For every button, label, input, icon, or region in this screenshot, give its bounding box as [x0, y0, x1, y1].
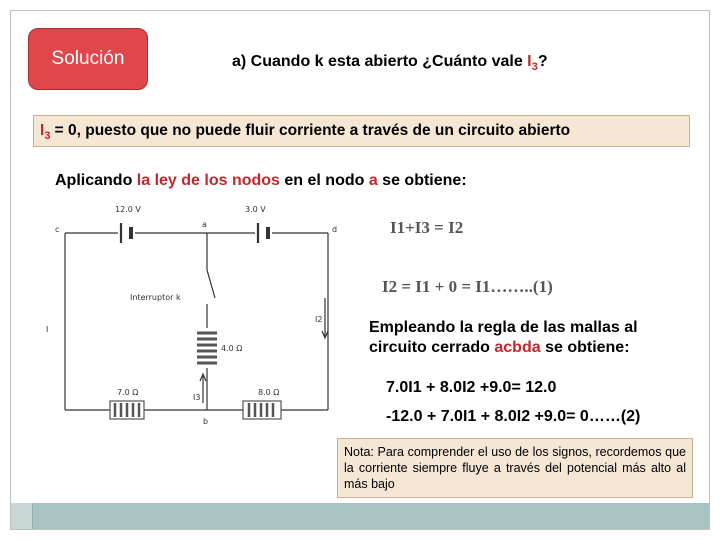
node-b-label: b — [203, 417, 209, 426]
equation-mallas: 7.0I1 + 8.0I2 +9.0= 12.0 — [386, 379, 557, 396]
equation-1: I2 = I1 + 0 = I1……..(1) — [382, 277, 553, 296]
node-c-label: c — [55, 225, 60, 234]
nodes-node: a — [368, 172, 378, 189]
resistor-left-label: 7.0 Ω — [117, 388, 139, 397]
answer-var: $I_3$ — [40, 122, 51, 143]
current-i1-label: I — [46, 325, 49, 334]
solution-label: Solución — [51, 48, 125, 69]
question-prefix: a) Cuando k esta abierto ¿Cuánto vale — [232, 53, 528, 70]
note-text: Nota: Para comprender el uso de los signos, recordemos que la corriente siempre fluye a través del potencial más alto al más bajo — [344, 445, 686, 491]
question-suffix: ? — [537, 53, 548, 70]
answer-text: = 0, puesto que no puede fluir corriente a través de un circuito abierto — [50, 122, 571, 139]
battery-left-label: 12.0 V — [115, 205, 141, 214]
current-i3-label: I3 — [193, 393, 201, 402]
nodes-prefix: Aplicando — [55, 172, 137, 189]
question-var: $I_3$ — [527, 53, 538, 74]
equation-nodes: I1+I3 = I2 — [390, 218, 464, 237]
nodes-middle: en el nodo — [279, 172, 369, 189]
note-box — [337, 438, 693, 498]
mallas-suffix: se obtiene: — [540, 339, 630, 356]
nodes-rule-line — [55, 172, 467, 190]
nodes-highlight: la ley de los nodos — [136, 172, 280, 189]
question-text — [232, 53, 548, 73]
current-i2-label: I2 — [315, 315, 323, 324]
answer-box — [33, 115, 690, 147]
node-a-label: a — [202, 220, 207, 229]
node-d-label: d — [332, 225, 338, 234]
circuit-diagram — [45, 198, 345, 438]
mallas-highlight: acbda — [494, 339, 541, 356]
solution-button[interactable] — [28, 28, 148, 90]
resistor-mid-label: 4.0 Ω — [221, 344, 243, 353]
mallas-prefix: Empleando la regla de las mallas al circuito cerrado — [369, 319, 638, 356]
equation-2: -12.0 + 7.0I1 + 8.0I2 +9.0= 0……(2) — [386, 408, 641, 425]
switch-label: Interruptor k — [130, 293, 181, 302]
resistor-right-label: 8.0 Ω — [258, 388, 280, 397]
nodes-suffix: se obtiene: — [377, 172, 467, 189]
battery-right-label: 3.0 V — [245, 205, 266, 214]
footer-block — [11, 503, 33, 529]
mallas-text — [369, 318, 689, 358]
footer-bar — [11, 503, 709, 529]
